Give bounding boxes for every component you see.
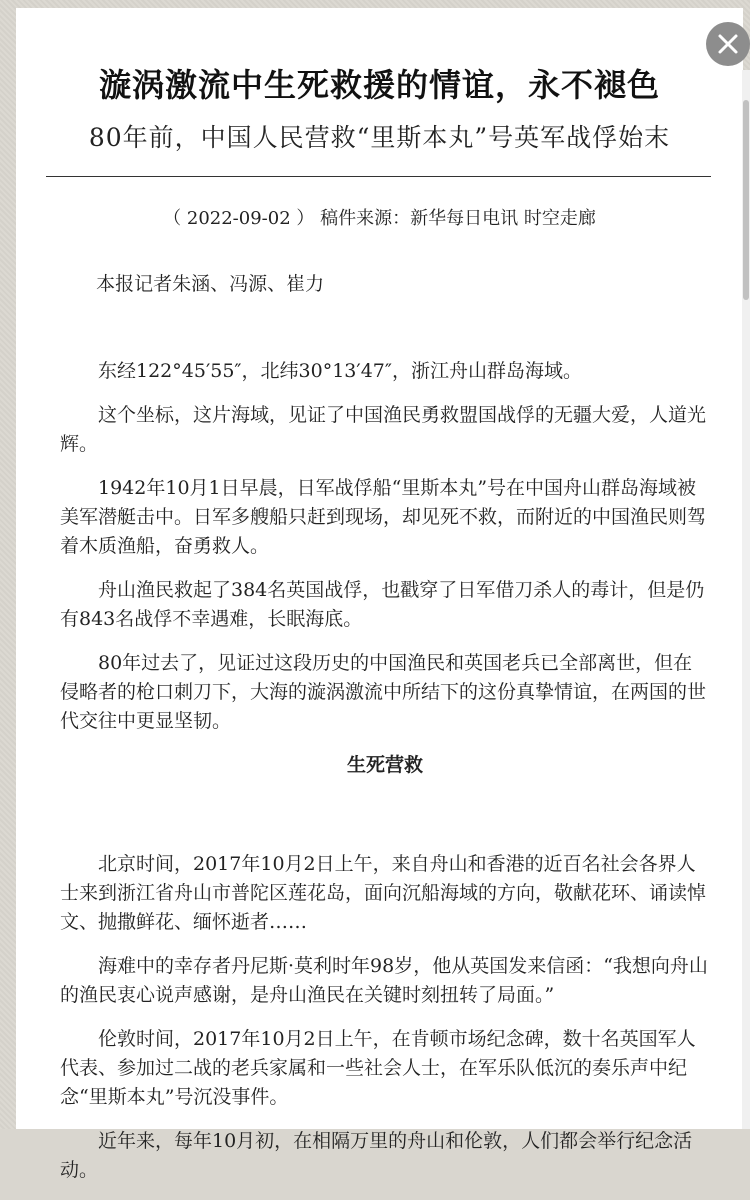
paragraph: 舟山渔民救起了384名英国战俘，也戳穿了日军借刀杀人的毒计，但是仍有843名战俘不幸遇难，长眠海底。 bbox=[60, 579, 705, 630]
byline: 本报记者朱涵、冯源、崔力 bbox=[96, 273, 325, 295]
article-subtitle: 80年前，中国人民营救“里斯本丸”号英军战俘始末 bbox=[88, 123, 671, 152]
section-heading: 生死营救 bbox=[346, 754, 423, 776]
scrollbar-thumb[interactable] bbox=[743, 100, 749, 300]
paragraph: 北京时间，2017年10月2日上午，来自舟山和香港的近百名社会各界人士来到浙江省舟山市普陀区莲花岛，面向沉船海域的方向，敬献花环、诵读悼文、抛撒鲜花、缅怀逝者…… bbox=[60, 853, 707, 933]
paragraph: 这个坐标，这片海域，见证了中国渔民勇救盟国战俘的无疆大爱，人道光辉。 bbox=[60, 404, 707, 455]
paragraph: 80年过去了，见证过这段历史的中国渔民和英国老兵已全部离世，但在侵略者的枪口刺刀下，大海的漩涡激流中所结下的这份真挚情谊，在两国的世代交往中更显坚韧。 bbox=[60, 652, 707, 732]
paragraph: 近年来，每年10月初，在相隔万里的舟山和伦敦，人们都会举行纪念活动。 bbox=[60, 1130, 693, 1181]
paragraph: 海难中的幸存者丹尼斯·莫利时年98岁，他从英国发来信函：“我想向舟山的渔民衷心说声感谢，是舟山渔民在关键时刻扭转了局面。” bbox=[60, 955, 708, 1006]
paragraph: 1942年10月1日早晨，日军战俘船“里斯本丸”号在中国舟山群岛海域被美军潜艇击中。日军多艘船只赶到现场，却见死不救，而附近的中国渔民则驾着木质渔船，奋勇救人。 bbox=[60, 477, 707, 557]
paragraph: 伦敦时间，2017年10月2日上午，在肯顿市场纪念碑，数十名英国军人代表、参加过二战的老兵家属和一些社会人士，在军乐队低沉的奏乐声中纪念“里斯本丸”号沉没事件。 bbox=[60, 1028, 696, 1108]
paragraph: 东经122°45′55″，北纬30°13′47″，浙江舟山群岛海域。 bbox=[98, 360, 582, 382]
scrollbar[interactable] bbox=[742, 70, 750, 1129]
title-divider bbox=[46, 176, 711, 177]
article-title: 漩涡激流中生死救援的情谊，永不褪色 bbox=[98, 66, 660, 104]
article-body bbox=[60, 270, 710, 1200]
close-button[interactable] bbox=[706, 22, 750, 66]
article-panel bbox=[16, 8, 743, 1181]
close-icon bbox=[717, 33, 739, 55]
article-meta: （ 2022-09-02 ） 稿件来源：新华每日电讯 时空走廊 bbox=[163, 208, 596, 229]
